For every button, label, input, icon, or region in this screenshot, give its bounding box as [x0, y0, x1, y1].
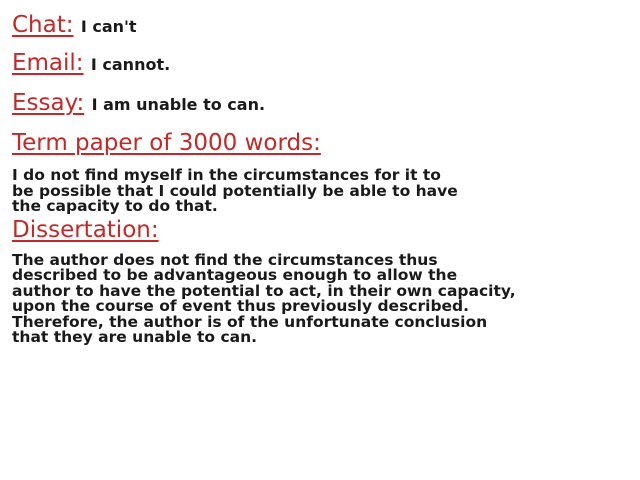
email-label: Email: [12, 50, 84, 76]
term-paper-line: I do not find myself in the circumstances for it to [12, 166, 441, 184]
essay-row [12, 92, 628, 130]
essay-label: Essay: [12, 90, 85, 116]
essay-text: I am unable to can. [91, 95, 266, 114]
term-paper-paragraph [12, 168, 628, 215]
dissertation-line: The author does not find the circumstances thus [12, 250, 438, 269]
dissertation-line: described to be advantageous enough to allow the [12, 266, 458, 284]
email-text: I cannot. [90, 55, 171, 74]
dissertation-line: upon the course of event thus previously described. [12, 297, 470, 315]
term-paper-row [12, 132, 628, 166]
dissertation-label: Dissertation: [12, 216, 159, 243]
chat-text: I can't [80, 17, 137, 36]
dissertation-line: Therefore, the author is of the unfortunate conclusion [12, 312, 488, 331]
chat-label: Chat: [12, 12, 74, 38]
term-paper-label: Term paper of 3000 words: [12, 130, 321, 156]
dissertation-line: that they are unable to can. [12, 328, 258, 346]
email-row [12, 52, 628, 90]
dissertation-row [12, 216, 628, 253]
term-paper-line: the capacity to do that. [12, 197, 218, 215]
term-paper-line: be possible that I could potentially be able to have [12, 181, 458, 200]
dissertation-line: author to have the potential to act, in their own capacity, [12, 281, 516, 300]
chat-row [12, 14, 628, 50]
dissertation-paragraph [12, 250, 628, 346]
